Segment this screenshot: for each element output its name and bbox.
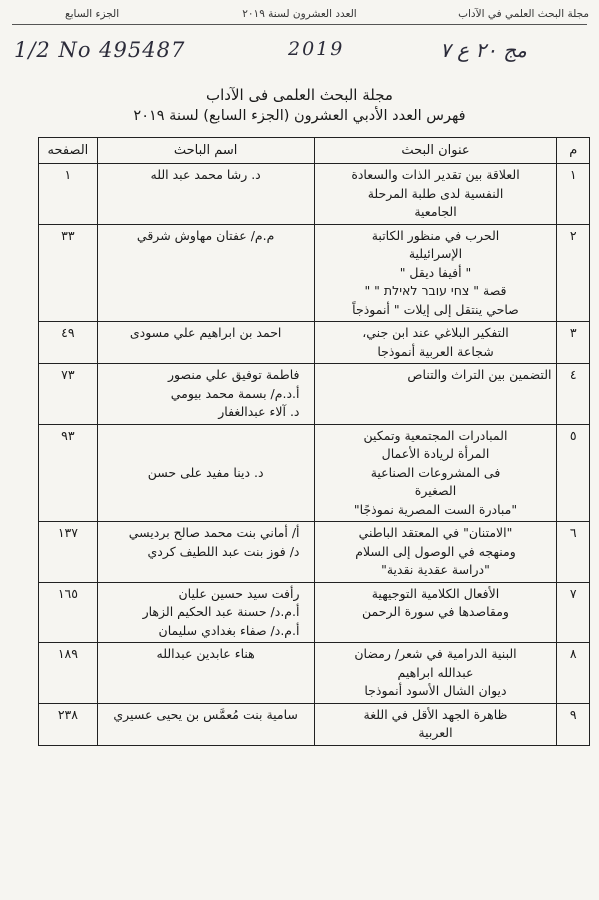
table-row <box>39 522 590 583</box>
title-line: الأفعال الكلامية التوجيهية <box>371 585 500 601</box>
row-page: ١٨٩ <box>39 643 98 704</box>
author-line: م.م/ عفتان مهاوش شرقي <box>136 227 275 243</box>
title-line: ومنهجه في الوصول إلى السلام <box>355 543 516 559</box>
header-author: اسم الباحث <box>97 138 314 164</box>
title-line: " أفيفا ديقل " <box>399 264 472 280</box>
contents-table <box>38 137 590 746</box>
row-author <box>97 164 314 225</box>
author-line: سامية بنت مُعمَّس بن يحيى عسيري <box>113 706 298 722</box>
title-line: التفكير البلاغي عند ابن جني، <box>362 325 509 341</box>
row-number: ١ <box>557 164 590 225</box>
row-title <box>314 643 557 704</box>
row-title <box>314 522 557 583</box>
author-line: د. رشا محمد عبد الله <box>150 167 261 183</box>
author-line: أ.د.م/ بسمة محمد بيومي <box>170 385 300 401</box>
author-line: رأفت سيد حسين عليان <box>178 585 300 601</box>
author-line: د. آلاء عبدالغفار <box>218 404 300 420</box>
table-row <box>39 322 590 364</box>
row-page: ١٣٧ <box>39 522 98 583</box>
title-line: عبدالله ابراهيم <box>397 664 474 680</box>
title-line: صاحي ينتقل إلى إيلات " أنموذجاً <box>352 301 519 317</box>
row-page: ٣٣ <box>39 224 98 322</box>
title-line: الإسرائيلية <box>408 246 463 262</box>
table-row <box>39 364 590 425</box>
row-author <box>97 224 314 322</box>
handwritten-volume: مج ٢٠ ع ٧ <box>440 38 527 62</box>
index-title: فهرس العدد الأدبي العشرون (الجزء السابع) لسنة ٢٠١٩ <box>133 108 466 124</box>
row-page: ١٦٥ <box>39 582 98 643</box>
author-line: د/ فوز بنت عبد اللطيف كردي <box>147 543 300 559</box>
title-line: العربية <box>418 725 453 741</box>
table-row <box>39 643 590 704</box>
row-title <box>314 224 557 322</box>
table-row <box>39 582 590 643</box>
handwritten-accession-number: 1/2 No 495487 <box>14 38 186 62</box>
title-line: فى المشروعات الصناعية <box>370 464 501 480</box>
row-author <box>97 643 314 704</box>
row-title <box>314 164 557 225</box>
title-line: الجامعية <box>414 204 457 220</box>
title-line: "دراسة عقدية نقدية" <box>381 562 490 578</box>
row-number: ٦ <box>557 522 590 583</box>
table-row <box>39 224 590 322</box>
row-author <box>97 522 314 583</box>
running-header-journal: مجلة البحث العلمي في الآداب <box>458 8 589 20</box>
title-line: النفسية لدى طلبة المرحلة <box>367 185 504 201</box>
row-title <box>314 582 557 643</box>
row-author <box>97 703 314 745</box>
running-header-part: الجزء السابع <box>65 8 120 20</box>
row-author <box>97 364 314 425</box>
author-line: أ.م.د/ حسنة عبد الحكيم الزهار <box>142 604 300 620</box>
author-line: فاطمة توفيق علي منصور <box>167 367 300 383</box>
title-line: المرأة لريادة الأعمال <box>381 446 490 462</box>
table-row <box>39 703 590 745</box>
title-line: الحرب في منظور الكاتبة <box>371 227 500 243</box>
row-title <box>314 364 557 425</box>
title-line: "الامتنان" في المعتقد الباطني <box>358 525 513 541</box>
author-line: أ.م.د/ صفاء بغدادي سليمان <box>158 622 300 638</box>
row-number: ٩ <box>557 703 590 745</box>
title-line: "مبادرة الست المصرية نموذجًا" <box>353 501 518 517</box>
row-author <box>97 424 314 522</box>
title-line: العلاقة بين تقدير الذات والسعادة <box>351 167 520 183</box>
journal-title: مجلة البحث العلمى فى الآداب <box>206 86 393 104</box>
header-title: عنوان البحث <box>314 138 557 164</box>
row-number: ٤ <box>557 364 590 425</box>
row-number: ٣ <box>557 322 590 364</box>
header-number: م <box>557 138 590 164</box>
header-rule <box>12 24 587 25</box>
table-row <box>39 424 590 522</box>
row-number: ٨ <box>557 643 590 704</box>
title-line: التضمين بين التراث والتناص <box>407 367 552 383</box>
title-line: البنية الدرامية في شعر/ رمضان <box>354 646 517 662</box>
title-line: المبادرات المجتمعية وتمكين <box>363 427 508 443</box>
row-author <box>97 582 314 643</box>
row-title <box>314 424 557 522</box>
row-page: ٤٩ <box>39 322 98 364</box>
row-number: ٥ <box>557 424 590 522</box>
header-page: الصفحه <box>39 138 98 164</box>
row-page: ٢٣٨ <box>39 703 98 745</box>
title-line: الصغيرة <box>414 483 457 499</box>
title-line: قصة " צחי עובר לאילת " " <box>364 283 507 299</box>
handwritten-year: 2019 <box>288 38 345 60</box>
row-page: ٧٣ <box>39 364 98 425</box>
title-line: ديوان الشال الأسود أنموذجا <box>364 683 507 699</box>
running-header-issue: العدد العشرون لسنة ٢٠١٩ <box>242 8 357 20</box>
title-line: ومقاصدها في سورة الرحمن <box>362 604 509 620</box>
row-page: ٩٣ <box>39 424 98 522</box>
author-line: أ/ أماني بنت محمد صالح برديسي <box>128 525 300 541</box>
row-title <box>314 703 557 745</box>
running-header <box>10 8 589 28</box>
row-page: ١ <box>39 164 98 225</box>
row-title <box>314 322 557 364</box>
title-line: شجاعة العربية أنموذجا <box>377 343 494 359</box>
table-header-row <box>39 138 590 164</box>
row-author <box>97 322 314 364</box>
title-line: ظاهرة الجهد الأقل في اللغة <box>363 706 508 722</box>
author-line: د. دينا مفيد على حسن <box>147 464 264 480</box>
row-number: ٧ <box>557 582 590 643</box>
row-number: ٢ <box>557 224 590 322</box>
author-line: هناء عابدين عبدالله <box>156 646 255 662</box>
table-row <box>39 164 590 225</box>
author-line: احمد بن ابراهيم علي مسودى <box>129 325 282 341</box>
